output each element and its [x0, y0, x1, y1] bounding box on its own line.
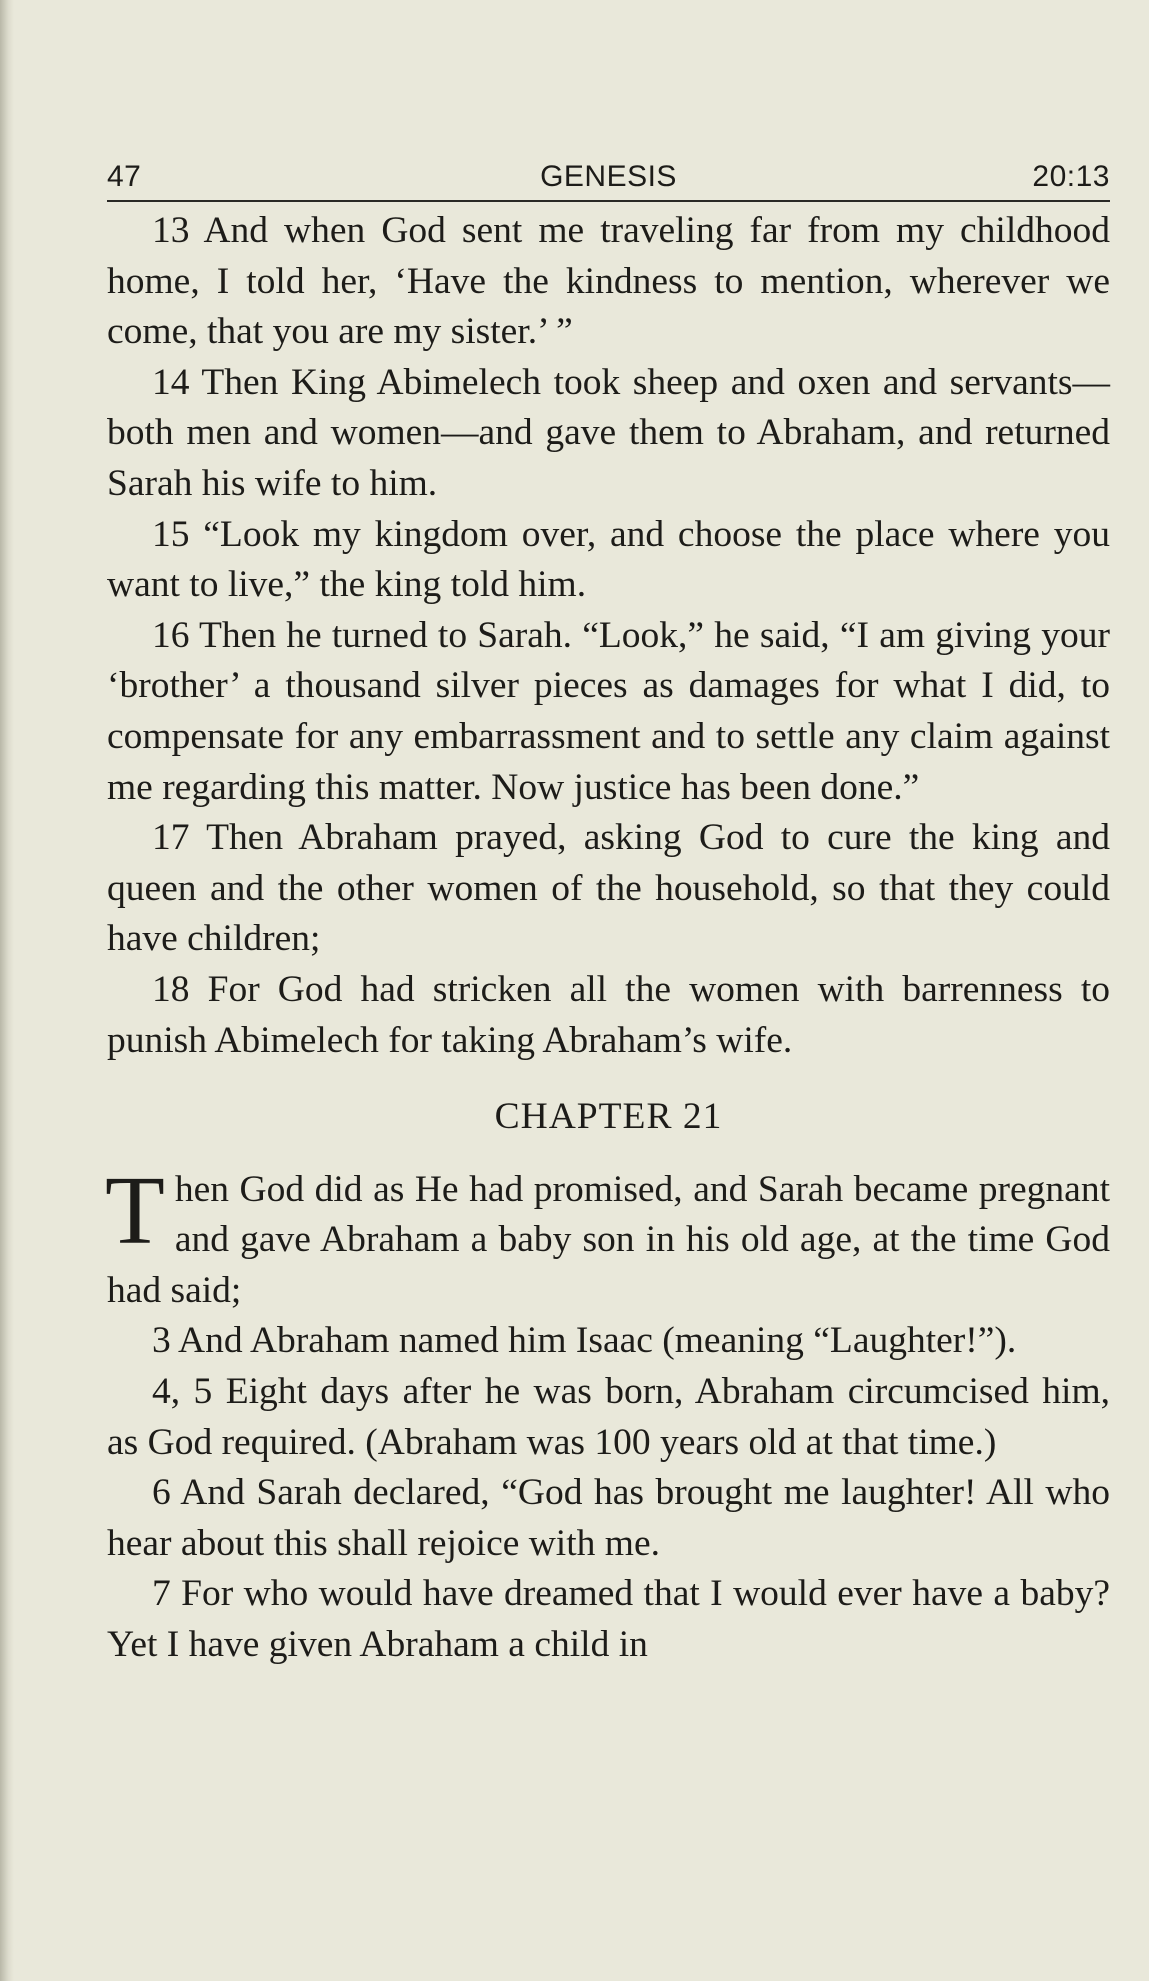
- running-header: [107, 150, 1110, 200]
- verse-6: 6 And Sarah declared, “God has brought me laughter! All who hear about this shall rejoice with me.: [107, 1472, 1110, 1564]
- page-body: [107, 206, 1110, 1671]
- book-spine-shadow: [0, 0, 14, 1981]
- verse-7: 7 For who would have dreamed that I would ever have a baby? Yet I have given Abraham a child in: [107, 1573, 1110, 1666]
- verse-15: 15 “Look my kingdom over, and choose the place where you want to live,” the king told him.: [107, 513, 1110, 606]
- verse-4-5: 4, 5 Eight days after he was born, Abraham circumcised him, as God required. (Abraham was 100 years old at that time.): [107, 1371, 1110, 1463]
- verse-17: 17 Then Abraham prayed, asking God to cure the king and queen and the other women of the household, so that they could have children;: [107, 817, 1110, 960]
- chapter-opening-paragraph: [105, 1156, 1110, 1317]
- verse-reference: 20:13: [1032, 160, 1110, 193]
- verse-13: 13 And when God sent me traveling far from my childhood home, I told her, ‘Have the kindness to mention, wherever we come, that you are my sister.’ ”: [107, 210, 1110, 353]
- chapter-heading: CHAPTER 21: [494, 1096, 723, 1138]
- book-title: GENESIS: [540, 160, 677, 193]
- header-rule: [107, 200, 1110, 202]
- chapter-opening-text: hen God did as He had promised, and Sarah became pregnant and gave Abraham a baby son in his old age, at the time God had said;: [107, 1168, 1110, 1311]
- verse-14: 14 Then King Abimelech took sheep and oxen and servants—both men and women—and gave them to Abraham, and returned Sarah his wife to him.: [107, 361, 1110, 504]
- drop-cap-letter: T: [105, 1156, 165, 1265]
- verse-3: 3 And Abraham named him Isaac (meaning “Laughter!”).: [152, 1320, 1017, 1362]
- page-number: 47: [107, 160, 142, 193]
- book-page: [107, 150, 1110, 1671]
- verse-16: 16 Then he turned to Sarah. “Look,” he said, “I am giving your ‘brother’ a thousand silver pieces as damages for what I did, to compensate for any embarrassment and to settle any claim against me regarding this matter. Now justice has been done.”: [107, 614, 1110, 808]
- verse-18: 18 For God had stricken all the women with barrenness to punish Abimelech for taking Abraham’s wife.: [107, 968, 1110, 1061]
